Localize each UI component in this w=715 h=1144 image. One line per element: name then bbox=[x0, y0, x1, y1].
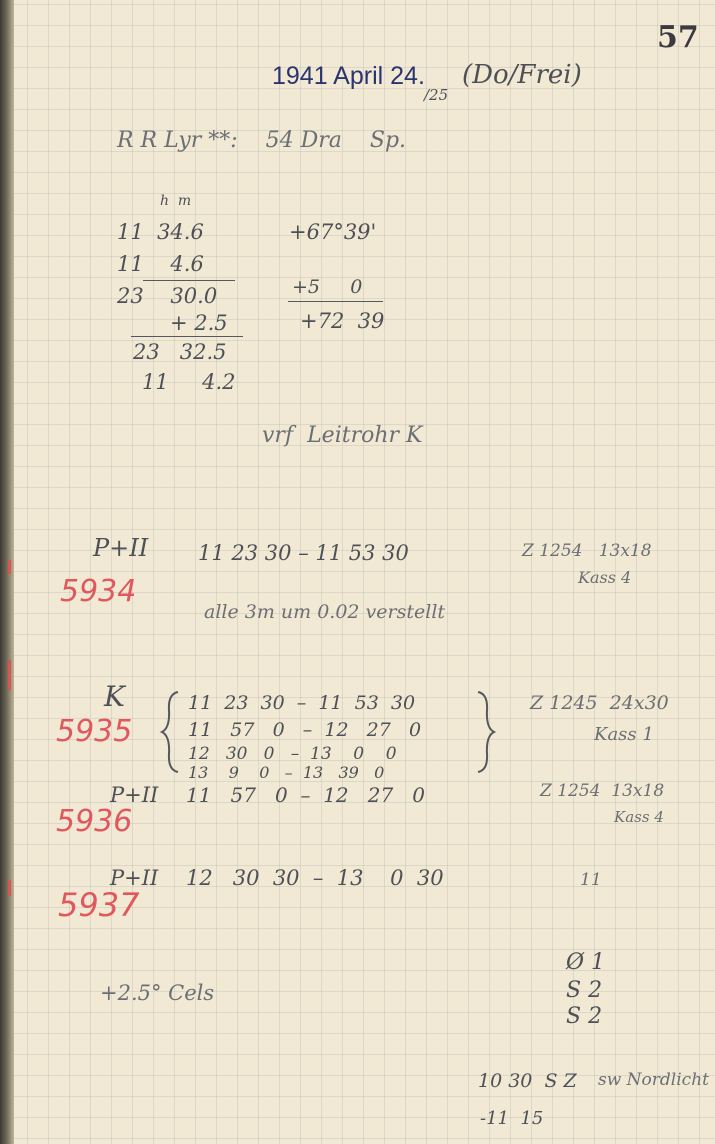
plate-info: Z 1245 24x30 bbox=[530, 692, 669, 714]
page-number: 57 bbox=[657, 20, 699, 55]
plate-number: 5937 bbox=[58, 886, 140, 924]
instrument-label: P+II bbox=[110, 866, 159, 890]
condition-line: S 2 bbox=[566, 978, 603, 1003]
sum-rule bbox=[143, 280, 235, 281]
sum-rule bbox=[288, 301, 383, 302]
computation-line: 11 4.2 bbox=[142, 370, 236, 394]
exposure-time: 11 57 0 – 12 27 0 bbox=[186, 783, 425, 807]
weekday-note: (Do/Frei) bbox=[462, 60, 582, 90]
plate-info: Z 1254 13x18 bbox=[540, 781, 665, 801]
left-brace bbox=[160, 690, 182, 774]
wind-time: 10 30 S Z bbox=[478, 1070, 577, 1092]
plate-number: 5935 bbox=[56, 714, 133, 749]
cassette: Kass 1 bbox=[594, 724, 654, 745]
computation-line: +72 39 bbox=[300, 309, 385, 333]
cassette: Kass 4 bbox=[578, 568, 632, 587]
vrf-note: vrf Leitrohr K bbox=[262, 423, 423, 448]
exposure-time: 12 30 0 – 13 0 0 bbox=[188, 744, 397, 764]
instrument-label: K bbox=[104, 680, 125, 713]
condition-line: S 2 bbox=[566, 1004, 603, 1029]
computation-units: h m bbox=[160, 193, 192, 209]
ditto-mark: 11 bbox=[580, 870, 602, 890]
plate-info: Z 1254 13x18 bbox=[522, 541, 652, 561]
exposure-time: 11 57 0 – 12 27 0 bbox=[188, 719, 422, 741]
object-line: R R Lyr **: 54 Dra Sp. bbox=[117, 128, 407, 153]
cassette: Kass 4 bbox=[614, 808, 664, 826]
computation-line: 23 32.5 bbox=[133, 340, 227, 364]
instrument-label: P+II bbox=[110, 783, 159, 807]
notebook-binding bbox=[0, 0, 14, 1144]
plate-number: 5936 bbox=[56, 804, 133, 839]
exposure-time: 11 23 30 – 11 53 30 bbox=[188, 692, 416, 714]
temperature-note: +2.5° Cels bbox=[100, 981, 215, 1005]
computation-line: +5 0 bbox=[292, 276, 363, 298]
computation-line: + 2.5 bbox=[170, 311, 228, 335]
exposure-time: 11 23 30 – 11 53 30 bbox=[198, 541, 409, 565]
computation-line: +67°39' bbox=[289, 220, 377, 244]
binding-red-mark bbox=[8, 560, 11, 574]
date-stamp: 1941 April 24. bbox=[272, 62, 425, 90]
binding-red-mark bbox=[8, 660, 11, 690]
exposure-time: 13 9 0 – 13 39 0 bbox=[188, 763, 385, 782]
binding-red-mark bbox=[8, 880, 11, 896]
wind-time: -11 15 bbox=[480, 1108, 544, 1129]
date-suffix: /25 bbox=[424, 86, 449, 104]
plate-number: 5934 bbox=[60, 574, 137, 609]
computation-line: 23 30.0 bbox=[117, 284, 218, 308]
exposure-time: 12 30 30 – 13 0 30 bbox=[186, 866, 444, 890]
instrument-label: P+II bbox=[93, 534, 149, 562]
entry-note: alle 3m um 0.02 verstellt bbox=[204, 601, 446, 623]
computation-line: 11 4.6 bbox=[117, 252, 204, 276]
sum-rule bbox=[131, 336, 243, 337]
right-brace bbox=[474, 690, 496, 774]
condition-line: Ø 1 bbox=[566, 950, 606, 975]
wind-note: sw Nordlicht bbox=[598, 1070, 709, 1090]
computation-line: 11 34.6 bbox=[117, 220, 204, 244]
